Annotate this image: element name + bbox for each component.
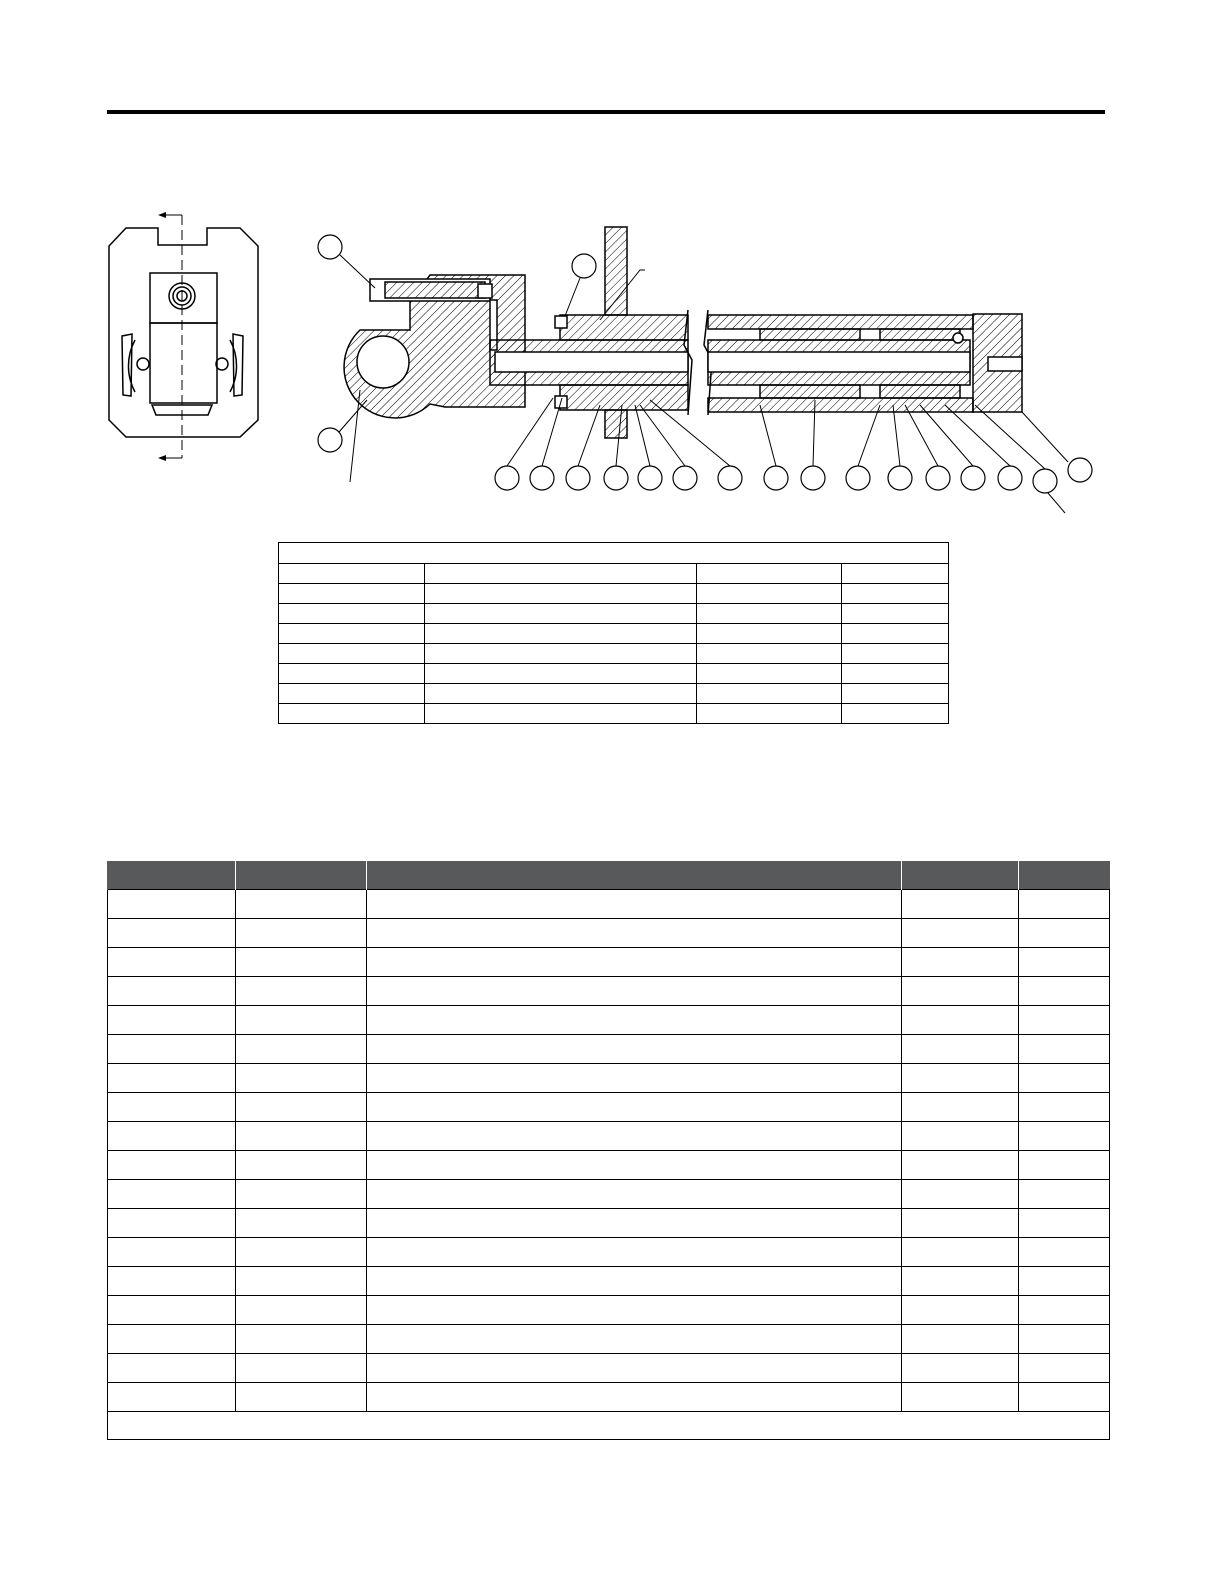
table-cell <box>236 1006 367 1035</box>
spec-cell <box>697 664 842 684</box>
spec-cell <box>697 684 842 704</box>
table-row <box>108 1122 1110 1151</box>
table-cell <box>108 1064 236 1093</box>
table-row <box>108 1296 1110 1325</box>
spec-row <box>279 704 949 724</box>
parts-list-table <box>107 861 1110 1440</box>
table-cell <box>236 1151 367 1180</box>
table-cell <box>236 1383 367 1412</box>
spec-cell <box>279 664 425 684</box>
table-row <box>108 1267 1110 1296</box>
spec-row <box>279 684 949 704</box>
spec-cell <box>842 624 949 644</box>
table-cell <box>367 1006 902 1035</box>
table-cell <box>902 919 1019 948</box>
column-header <box>902 861 1019 890</box>
spec-row <box>279 624 949 644</box>
table-cell <box>902 890 1019 919</box>
column-header <box>367 861 902 890</box>
table-cell <box>367 1325 902 1354</box>
table-cell <box>902 977 1019 1006</box>
table-row <box>108 977 1110 1006</box>
table-cell <box>902 1180 1019 1209</box>
table-cell <box>902 1383 1019 1412</box>
spec-cell <box>697 704 842 724</box>
table-cell <box>367 1209 902 1238</box>
table-cell <box>1019 1151 1110 1180</box>
spec-cell <box>279 604 425 624</box>
table-cell <box>902 1122 1019 1151</box>
spec-cell <box>842 644 949 664</box>
spec-cell <box>425 604 697 624</box>
table-cell <box>902 1325 1019 1354</box>
table-cell <box>236 977 367 1006</box>
spec-row <box>279 644 949 664</box>
table-cell <box>1019 1035 1110 1064</box>
spec-row <box>279 584 949 604</box>
table-row <box>108 1064 1110 1093</box>
table-cell <box>367 1383 902 1412</box>
table-cell <box>236 1296 367 1325</box>
table-cell <box>367 1180 902 1209</box>
spec-title <box>279 543 949 564</box>
table-row <box>108 919 1110 948</box>
spec-cell <box>697 624 842 644</box>
table-cell <box>108 1296 236 1325</box>
table-cell <box>108 890 236 919</box>
table-cell <box>108 977 236 1006</box>
table-cell <box>1019 1325 1110 1354</box>
table-cell <box>236 1238 367 1267</box>
parts-table-body <box>108 890 1110 1412</box>
spec-row <box>279 664 949 684</box>
table-row <box>108 1209 1110 1238</box>
table-cell <box>367 919 902 948</box>
table-cell <box>1019 1209 1110 1238</box>
table-cell <box>367 948 902 977</box>
table-cell <box>236 1209 367 1238</box>
table-row <box>108 1383 1110 1412</box>
spec-cell <box>279 624 425 644</box>
end-view <box>109 215 258 458</box>
table-cell <box>236 1354 367 1383</box>
table-cell <box>902 1354 1019 1383</box>
spec-cell <box>842 564 949 584</box>
table-cell <box>108 1093 236 1122</box>
spec-cell <box>697 604 842 624</box>
table-cell <box>902 1093 1019 1122</box>
table-cell <box>902 1006 1019 1035</box>
table-cell <box>902 1267 1019 1296</box>
table-cell <box>236 1325 367 1354</box>
table-row <box>108 1151 1110 1180</box>
footnote-row <box>108 1412 1110 1440</box>
spec-cell <box>697 584 842 604</box>
table-cell <box>1019 1238 1110 1267</box>
table-cell <box>108 1006 236 1035</box>
spec-cell <box>279 684 425 704</box>
parts-header-row <box>108 861 1110 890</box>
table-cell <box>236 890 367 919</box>
table-cell <box>1019 919 1110 948</box>
table-cell <box>108 1383 236 1412</box>
table-cell <box>1019 1354 1110 1383</box>
table-cell <box>367 1093 902 1122</box>
spec-cell <box>425 644 697 664</box>
spec-cell <box>279 564 425 584</box>
table-cell <box>367 1064 902 1093</box>
spec-cell <box>842 704 949 724</box>
table-cell <box>236 1267 367 1296</box>
table-cell <box>1019 1180 1110 1209</box>
table-cell <box>108 919 236 948</box>
table-cell <box>108 1180 236 1209</box>
table-cell <box>236 1064 367 1093</box>
table-cell <box>367 1035 902 1064</box>
top-rule <box>107 110 1105 114</box>
spec-row <box>279 564 949 584</box>
table-cell <box>236 1180 367 1209</box>
spec-cell <box>425 664 697 684</box>
table-cell <box>902 1151 1019 1180</box>
spec-cell <box>697 644 842 664</box>
spec-cell <box>842 584 949 604</box>
table-cell <box>1019 890 1110 919</box>
table-cell <box>902 1296 1019 1325</box>
table-cell <box>902 1064 1019 1093</box>
table-cell <box>1019 1006 1110 1035</box>
table-cell <box>236 948 367 977</box>
table-row <box>108 890 1110 919</box>
table-cell <box>108 1238 236 1267</box>
spec-cell <box>425 584 697 604</box>
table-cell <box>1019 1296 1110 1325</box>
table-cell <box>108 1122 236 1151</box>
table-cell <box>108 1267 236 1296</box>
spec-cell <box>842 684 949 704</box>
table-cell <box>902 1238 1019 1267</box>
cylinder-assembly-diagram <box>100 200 1110 520</box>
table-row <box>108 948 1110 977</box>
table-cell <box>367 1122 902 1151</box>
column-header <box>1019 861 1110 890</box>
spec-cell <box>425 704 697 724</box>
table-cell <box>236 919 367 948</box>
section-view <box>344 227 1022 438</box>
table-cell <box>108 1325 236 1354</box>
spec-cell <box>425 564 697 584</box>
table-cell <box>108 1035 236 1064</box>
spec-cell <box>842 604 949 624</box>
spec-row <box>279 604 949 624</box>
spec-title-row <box>279 543 949 564</box>
spec-cell <box>425 624 697 644</box>
table-cell <box>1019 1064 1110 1093</box>
table-cell <box>367 890 902 919</box>
table-cell <box>367 1267 902 1296</box>
table-row <box>108 1238 1110 1267</box>
column-header <box>236 861 367 890</box>
table-cell <box>1019 1383 1110 1412</box>
table-cell <box>236 1093 367 1122</box>
spec-cell <box>279 644 425 664</box>
table-row <box>108 1006 1110 1035</box>
table-cell <box>367 1151 902 1180</box>
table-cell <box>902 1209 1019 1238</box>
table-cell <box>108 1209 236 1238</box>
table-cell <box>108 1151 236 1180</box>
table-cell <box>1019 977 1110 1006</box>
column-header <box>108 861 236 890</box>
specification-table <box>278 542 949 724</box>
table-cell <box>108 1354 236 1383</box>
table-cell <box>1019 1093 1110 1122</box>
table-cell <box>1019 948 1110 977</box>
table-cell <box>108 948 236 977</box>
table-row <box>108 1325 1110 1354</box>
spec-cell <box>425 684 697 704</box>
table-cell <box>236 1035 367 1064</box>
table-cell <box>1019 1122 1110 1151</box>
table-cell <box>902 948 1019 977</box>
spec-cell <box>279 704 425 724</box>
spec-cell <box>842 664 949 684</box>
table-cell <box>236 1122 367 1151</box>
spec-cell <box>697 564 842 584</box>
table-cell <box>902 1035 1019 1064</box>
table-cell <box>367 1296 902 1325</box>
parts-footnote <box>108 1412 1110 1440</box>
table-row <box>108 1035 1110 1064</box>
table-cell <box>1019 1267 1110 1296</box>
table-cell <box>367 977 902 1006</box>
spec-cell <box>279 584 425 604</box>
table-cell <box>367 1354 902 1383</box>
table-cell <box>367 1238 902 1267</box>
table-row <box>108 1354 1110 1383</box>
table-row <box>108 1093 1110 1122</box>
table-row <box>108 1180 1110 1209</box>
